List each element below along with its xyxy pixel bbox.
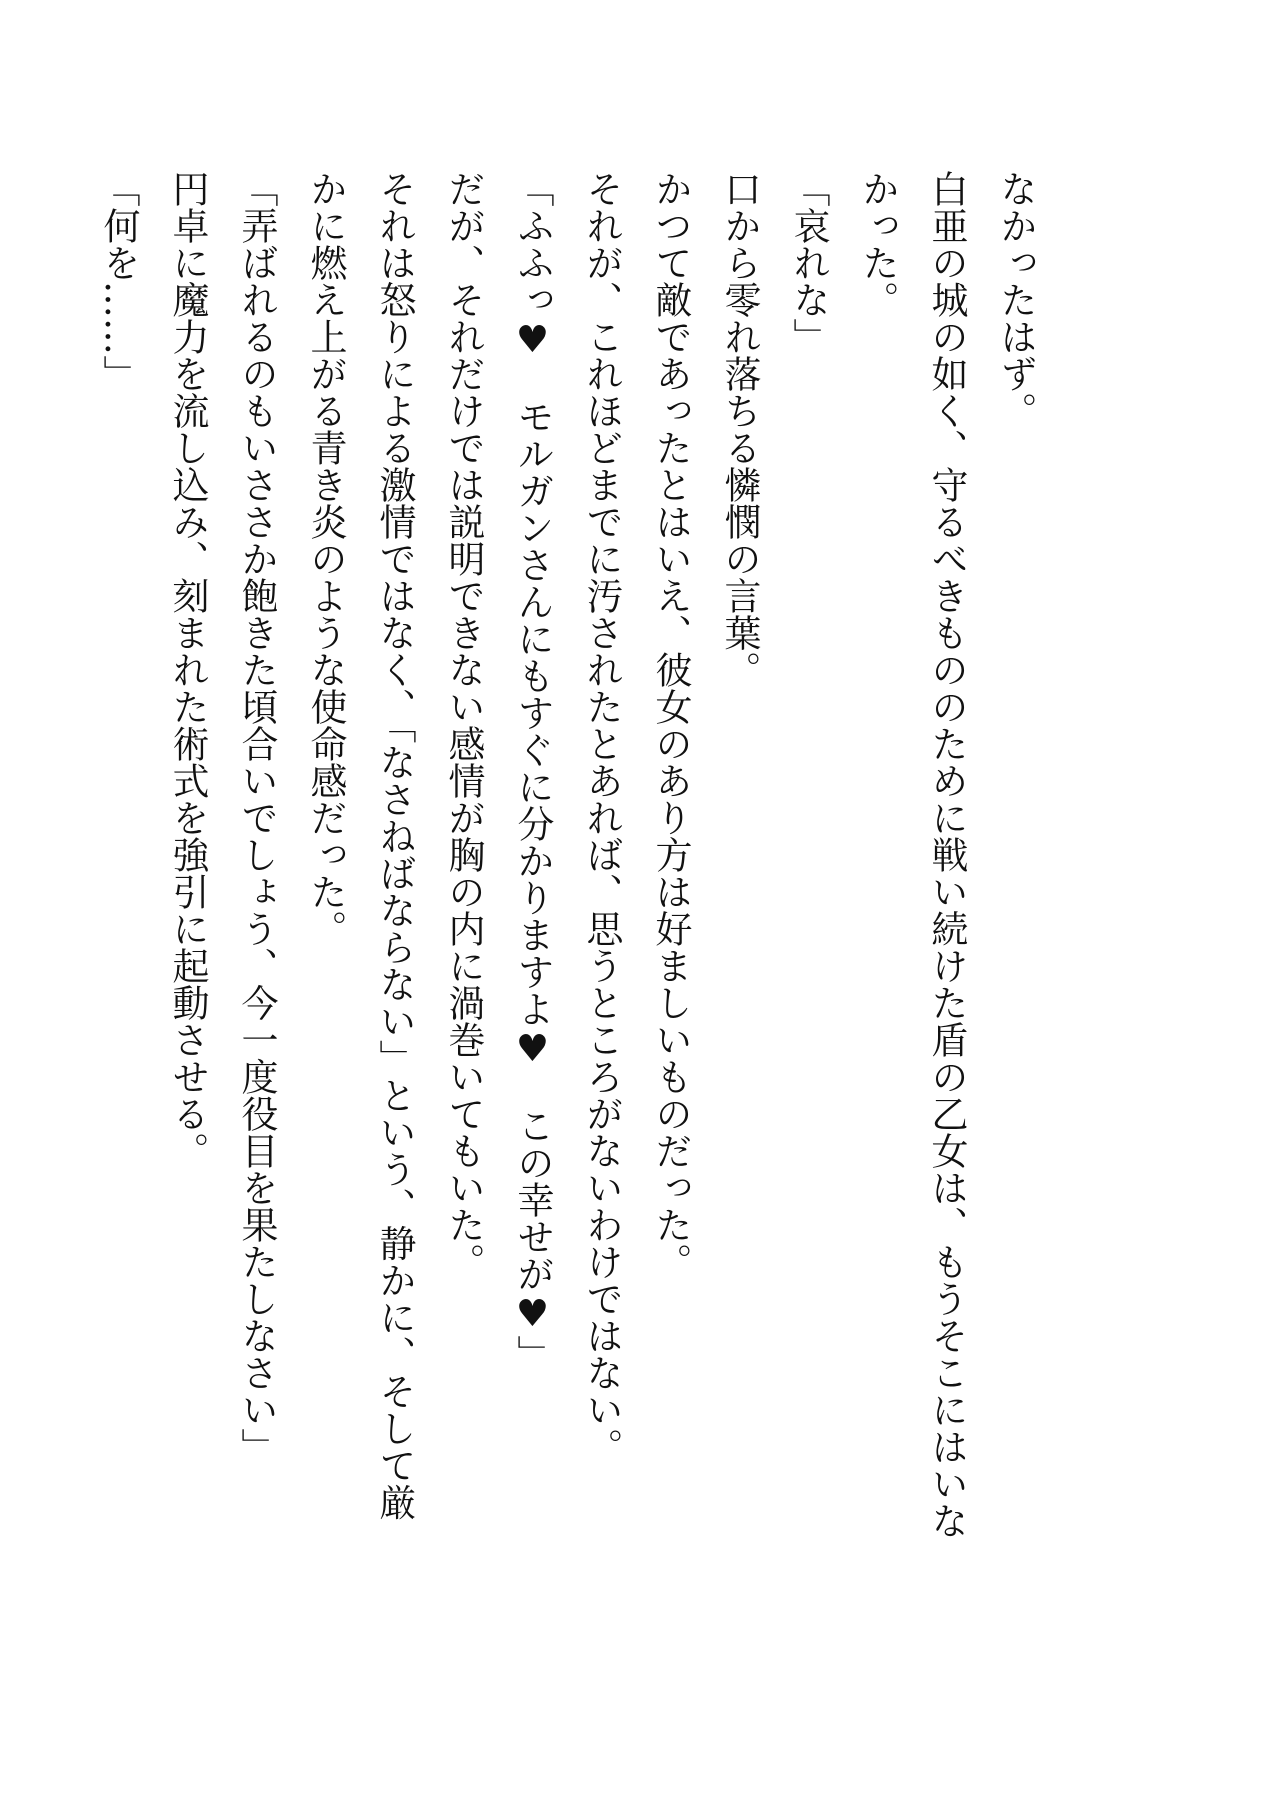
- text-line-1: なかったはず。: [994, 170, 1037, 429]
- text-line-9: だが、それだけでは説明できない感情が胸の内に渦巻いてもいた。: [442, 170, 485, 1280]
- vertical-text-body: [70, 170, 1050, 1650]
- text-line-5: 口から零れ落ちる憐憫の言葉。: [718, 170, 761, 688]
- text-line-6: かつて敵であったとはいえ、彼女のあり方は好ましいものだった。: [649, 170, 692, 1280]
- text-line-3: かった。: [856, 170, 899, 318]
- text-line-10: それは怒りによる激情ではなく、「なさねばならない」という、静かに、そして厳: [373, 170, 416, 1521]
- text-line-4: 「哀れな」: [787, 170, 830, 355]
- text-line-14: 「何を……」: [97, 170, 140, 392]
- text-line-13: 円卓に魔力を流し込み、刻まれた術式を強引に起動させる。: [166, 170, 209, 1169]
- text-line-11: かに燃え上がる青き炎のような使命感だった。: [304, 170, 347, 947]
- text-line-8: 「ふふっ♥ モルガンさんにもすぐに分かりますよ♥ この幸せが♥」: [511, 170, 554, 1372]
- text-line-12: 「弄ばれるのもいささか飽きた頃合いでしょう、今一度役目を果たしなさい」: [235, 170, 278, 1465]
- text-line-7: それが、これほどまでに汚されたとあれば、思うところがないわけではない。: [580, 170, 623, 1465]
- text-line-2: 白亜の城の如く、守るべきもののために戦い続けた盾の乙女は、もうそこにはいな: [925, 170, 968, 1539]
